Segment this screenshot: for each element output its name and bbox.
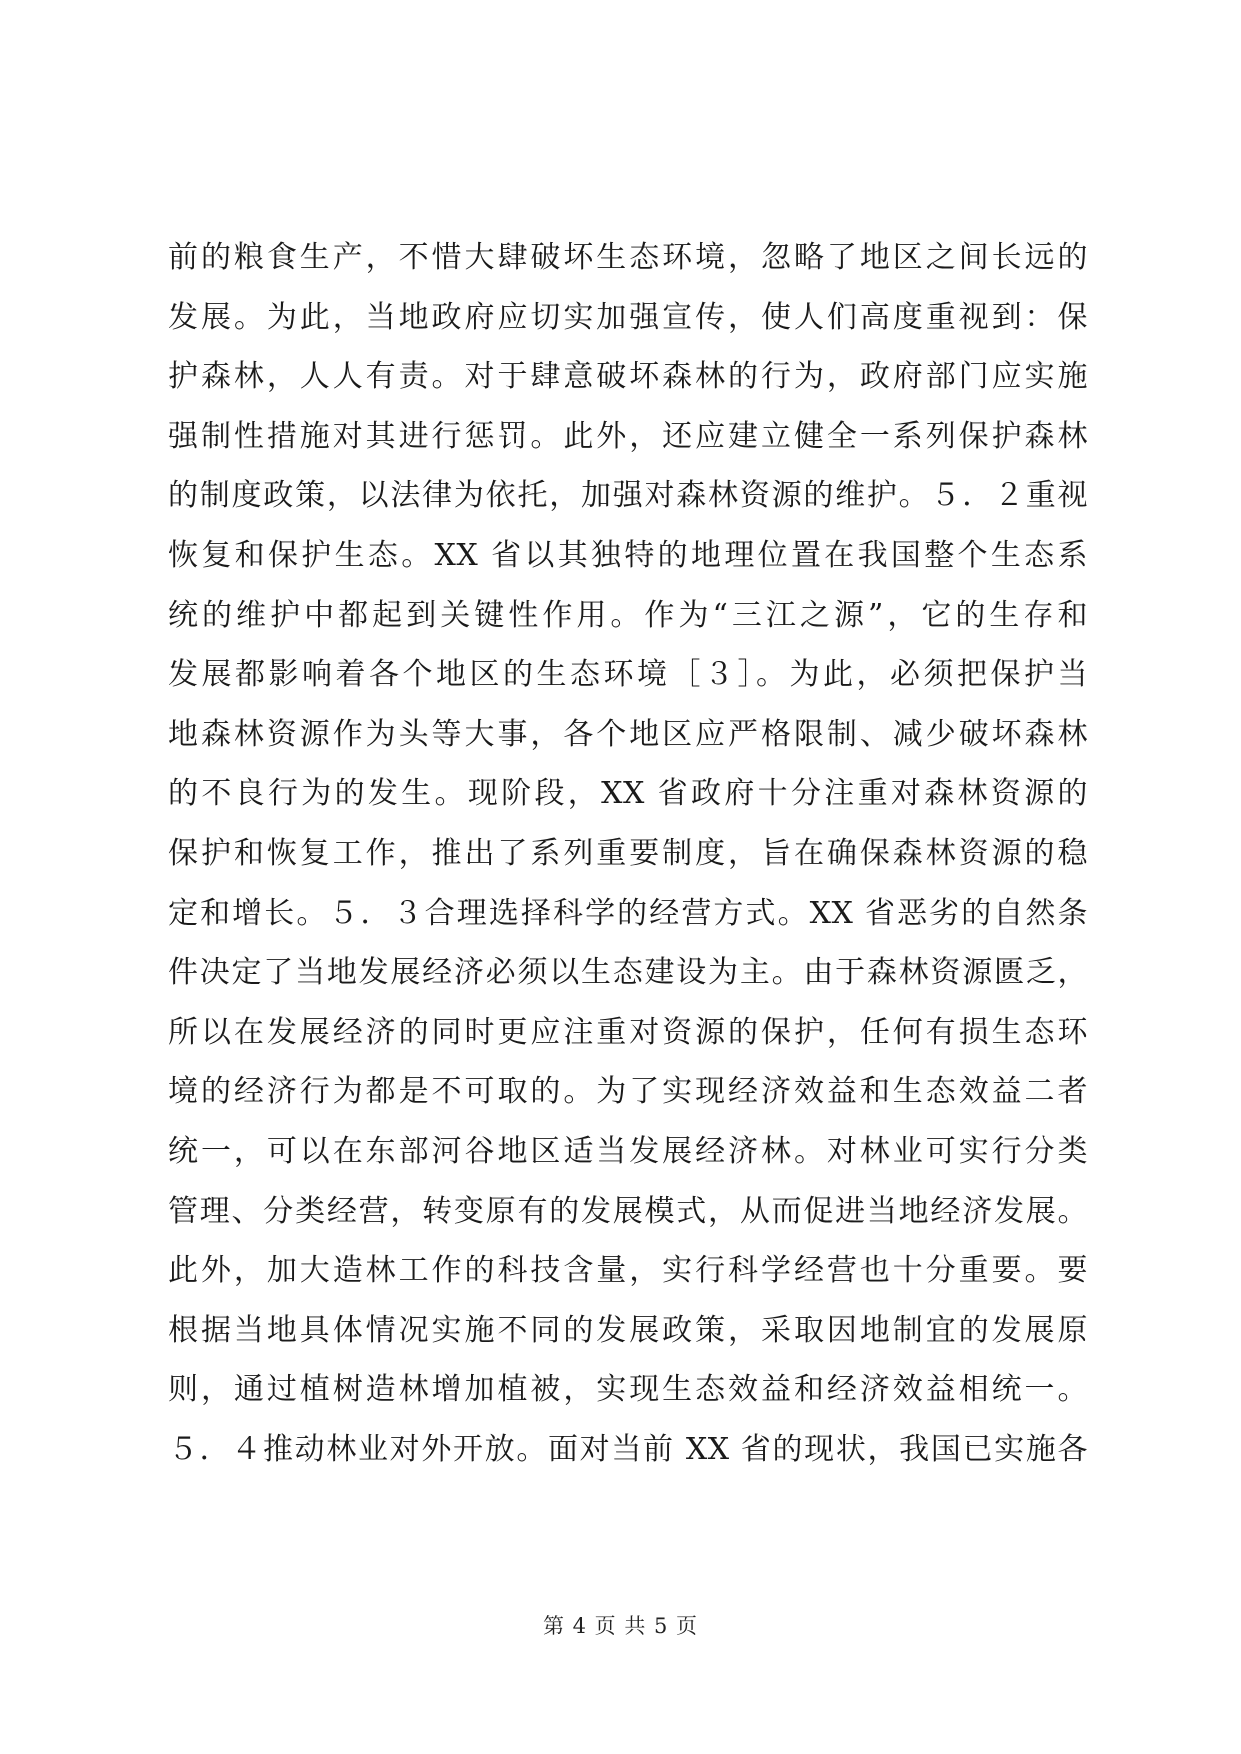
text-line-15: 境的经济行为都是不可取的。为了实现经济效益和生态效益二者 — [168, 1074, 1088, 1110]
text-line-14: 所以在发展经济的同时更应注重对资源的保护，任何有损生态环 — [168, 1014, 1088, 1050]
text-line-11: 保护和恢复工作，推出了系列重要制度，旨在确保森林资源的稳 — [168, 835, 1088, 871]
text-line-4: 强制性措施对其进行惩罚。此外，还应建立健全一系列保护森林 — [168, 418, 1088, 454]
text-line-6: 恢复和保护生态。XX 省以其独特的地理位置在我国整个生态系 — [168, 537, 1088, 573]
text-line-21: ５．４推动林业对外开放。面对当前 XX 省的现状，我国已实施各 — [168, 1431, 1088, 1467]
text-line-20: 则，通过植树造林增加植被，实现生态效益和经济效益相统一。 — [168, 1372, 1088, 1408]
page-footer — [0, 1610, 1241, 1640]
text-line-17: 管理、分类经营，转变原有的发展模式，从而促进当地经济发展。 — [168, 1193, 1088, 1229]
text-line-16: 统一，可以在东部河谷地区适当发展经济林。对林业可实行分类 — [168, 1133, 1088, 1169]
text-line-2: 发展。为此，当地政府应切实加强宣传，使人们高度重视到：保 — [168, 299, 1088, 335]
text-line-5: 的制度政策，以法律为依托，加强对森林资源的维护。５．２重视 — [168, 478, 1088, 514]
text-line-7: 统的维护中都起到关键性作用。作为“三江之源”，它的生存和 — [168, 597, 1088, 633]
text-line-19: 根据当地具体情况实施不同的发展政策，采取因地制宜的发展原 — [168, 1312, 1088, 1348]
text-line-12: 定和增长。５．３合理选择科学的经营方式。XX 省恶劣的自然条 — [168, 895, 1088, 931]
body-text — [168, 228, 1088, 1479]
text-line-18: 此外，加大造林工作的科技含量，实行科学经营也十分重要。要 — [168, 1253, 1088, 1289]
text-line-13: 件决定了当地发展经济必须以生态建设为主。由于森林资源匮乏， — [168, 955, 1088, 991]
text-line-10: 的不良行为的发生。现阶段，XX 省政府十分注重对森林资源的 — [168, 776, 1088, 812]
text-line-8: 发展都影响着各个地区的生态环境［３］。为此，必须把保护当 — [168, 657, 1088, 693]
text-line-3: 护森林，人人有责。对于肆意破坏森林的行为，政府部门应实施 — [168, 359, 1088, 395]
text-line-1: 前的粮食生产，不惜大肆破坏生态环境，忽略了地区之间长远的 — [168, 240, 1088, 275]
page-number-label: 第 4 页 共 5 页 — [542, 1614, 699, 1638]
text-line-9: 地森林资源作为头等大事，各个地区应严格限制、减少破坏森林 — [168, 716, 1088, 752]
